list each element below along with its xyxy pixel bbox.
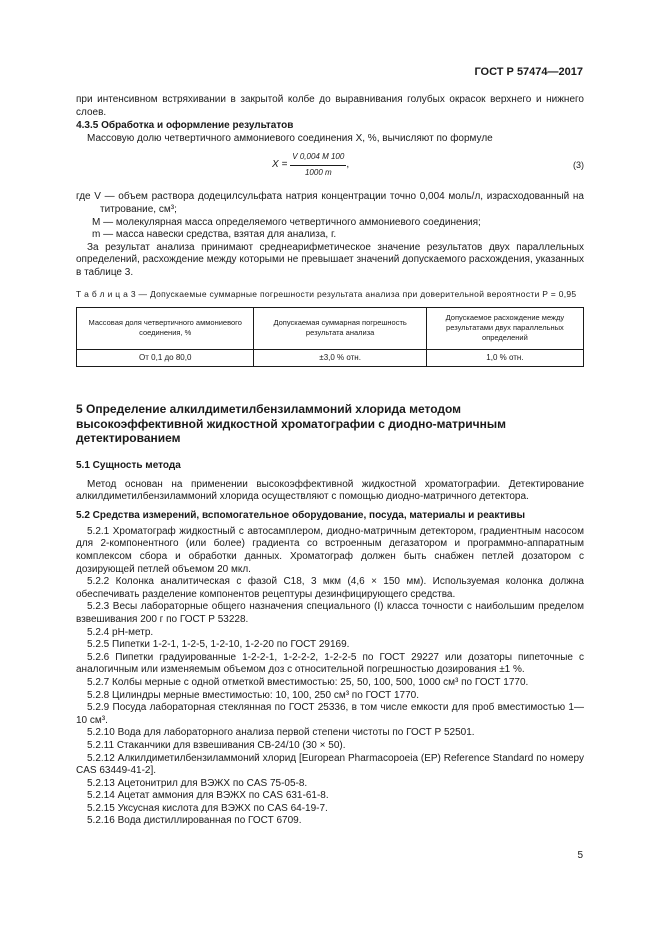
table-row — [77, 349, 584, 367]
formula-fraction — [290, 151, 346, 179]
where-m: m — масса навески средства, взятая для анализа, г. — [92, 229, 337, 241]
table-cell: 1,0 % отн. — [426, 349, 583, 367]
table-cell: ±3,0 % отн. — [254, 349, 426, 367]
list-item: 5.2.5 Пипетки 1-2-1, 1-2-5, 1-2-10, 1-2-20 по ГОСТ 29169. — [87, 639, 350, 651]
list-item: 5.2.13 Ацетонитрил для ВЭЖХ по CAS 75-05-8. — [87, 777, 308, 789]
section-5-title: 5 Определение алкилдиметилбензиламмоний хлорида методом высокоэффективной жидкостной хроматографии с диодно-матричным детектированием — [76, 402, 506, 446]
list-item: 5.2.15 Уксусная кислота для ВЭЖХ по CAS 64-19-7. — [87, 802, 328, 814]
list-item: 5.2.1 Хроматограф жидкостный с автосамплером, диодно-матричным детектором, градиентным насосом для 2-компонентного (или более) градиента со встроенным дегазатором и программно-аппаратным комплексом сбора и обработки данных. Хроматограф должен быть снабжен петлей дозатором с дозирующей петлей объемом 20 мкл. — [76, 525, 584, 575]
list-item: 5.2.12 Алкилдиметилбензиламмоний хлорид [European Pharmacopoeia (EP) Reference Standard по номеру CAS 63449-41-2]. — [76, 752, 584, 777]
list-item: 5.2.16 Вода дистиллированная по ГОСТ 6709. — [87, 815, 302, 827]
table-caption: Т а б л и ц а 3 — Допускаемые суммарные погрешности результата анализа при доверительной вероятности P = 0,95 — [76, 288, 577, 299]
page-number: 5 — [577, 850, 583, 861]
section-5-2-title: 5.2 Средства измерений, вспомогательное оборудование, посуда, материалы и реактивы — [76, 509, 526, 521]
list-item: 5.2.14 Ацетат аммония для ВЭЖХ по CAS 631-61-8. — [87, 790, 329, 802]
page-body — [76, 94, 584, 828]
result-paragraph: За результат анализа принимают среднеарифметическое значение результатов двух параллельных определений, расхождение между которыми не превышает значений допускаемого расхождения, указанных в таблице 3. — [76, 241, 584, 278]
list-item: 5.2.8 Цилиндры мерные вместимостью: 10, 100, 250 см³ по ГОСТ 1770. — [87, 689, 419, 701]
table-header-cell: Допускаемое расхождение между результатами двух параллельных определений — [426, 307, 583, 349]
section-5-1-text: Метод основан на применении высокоэффективной жидкостной хроматографии. Детектирование алкилдиметилбензиламмоний хлорида осуществляют с помощью диодно-матричного детектора. — [76, 478, 584, 503]
list-item: 5.2.10 Вода для лабораторного анализа первой степени чистоты по ГОСТ Р 52501. — [87, 727, 475, 739]
section-4-3-5-title: 4.3.5 Обработка и оформление результатов — [76, 120, 294, 132]
table-cell: От 0,1 до 80,0 — [77, 349, 254, 367]
list-item: 5.2.7 Колбы мерные с одной отметкой вместимостью: 25, 50, 100, 500, 1000 см³ по ГОСТ 1770. — [87, 676, 529, 688]
formula-lhs: X = — [272, 159, 288, 171]
formula-numerator: V 0,004 M 100 — [290, 151, 346, 166]
doc-id-header: ГОСТ Р 57474—2017 — [474, 66, 583, 78]
table-3 — [76, 307, 584, 368]
table-header-cell: Допускаемая суммарная погрешность результата анализа — [254, 307, 426, 349]
list-item: 5.2.3 Весы лабораторные общего назначения специального (I) класса точности с наибольшим пределом взвешивания 200 г по ГОСТ Р 53228. — [76, 601, 584, 625]
section-5-1-title: 5.1 Сущность метода — [76, 459, 181, 471]
paragraph-continued: при интенсивном встряхивании в закрытой колбе до выравнивания голубых окрасок верхнего и нижнего слоев. — [76, 94, 584, 118]
formula-intro: Массовую долю четвертичного аммониевого соединения X, %, вычисляют по формуле — [87, 132, 493, 144]
formula-tail: , — [346, 159, 350, 171]
formula-denominator: 1000 m — [304, 167, 332, 177]
where-M: M — молекулярная масса определяемого четвертичного аммониевого соединения; — [92, 216, 481, 228]
list-item: 5.2.11 Стаканчики для взвешивания СВ-24/10 (30 × 50). — [87, 739, 346, 751]
table-header-cell: Массовая доля четвертичного аммониевого соединения, % — [77, 307, 254, 349]
section-5-2-list — [76, 526, 584, 828]
where-v: где V — объем раствора додецилсульфата натрия концентрации точно 0,004 моль/л, израсходованный на титрование, см³; — [76, 191, 584, 215]
list-item: 5.2.2 Колонка аналитическая с фазой C18, 3 мкм (4,6 × 150 мм). Используемая колонка должна обеспечивать разделение компонентов рецептуры дезинфицирующего средства. — [76, 576, 584, 600]
list-item: 5.2.6 Пипетки градуированные 1-2-2-1, 1-2-2-2, 1-2-2-5 по ГОСТ 29227 или дозаторы пипеточные с аналогичным или изменяемым объемом доз с относительной погрешностью дозирования ±1 %. — [76, 651, 584, 676]
formula-block — [76, 147, 584, 189]
table-header-row — [77, 307, 584, 349]
list-item: 5.2.9 Посуда лабораторная стеклянная по ГОСТ 25336, в том числе емкости для проб вместимостью 1—10 см³. — [76, 702, 584, 726]
equation-number: (3) — [573, 160, 584, 171]
list-item: 5.2.4 pH-метр. — [87, 626, 154, 638]
formula — [272, 151, 349, 179]
